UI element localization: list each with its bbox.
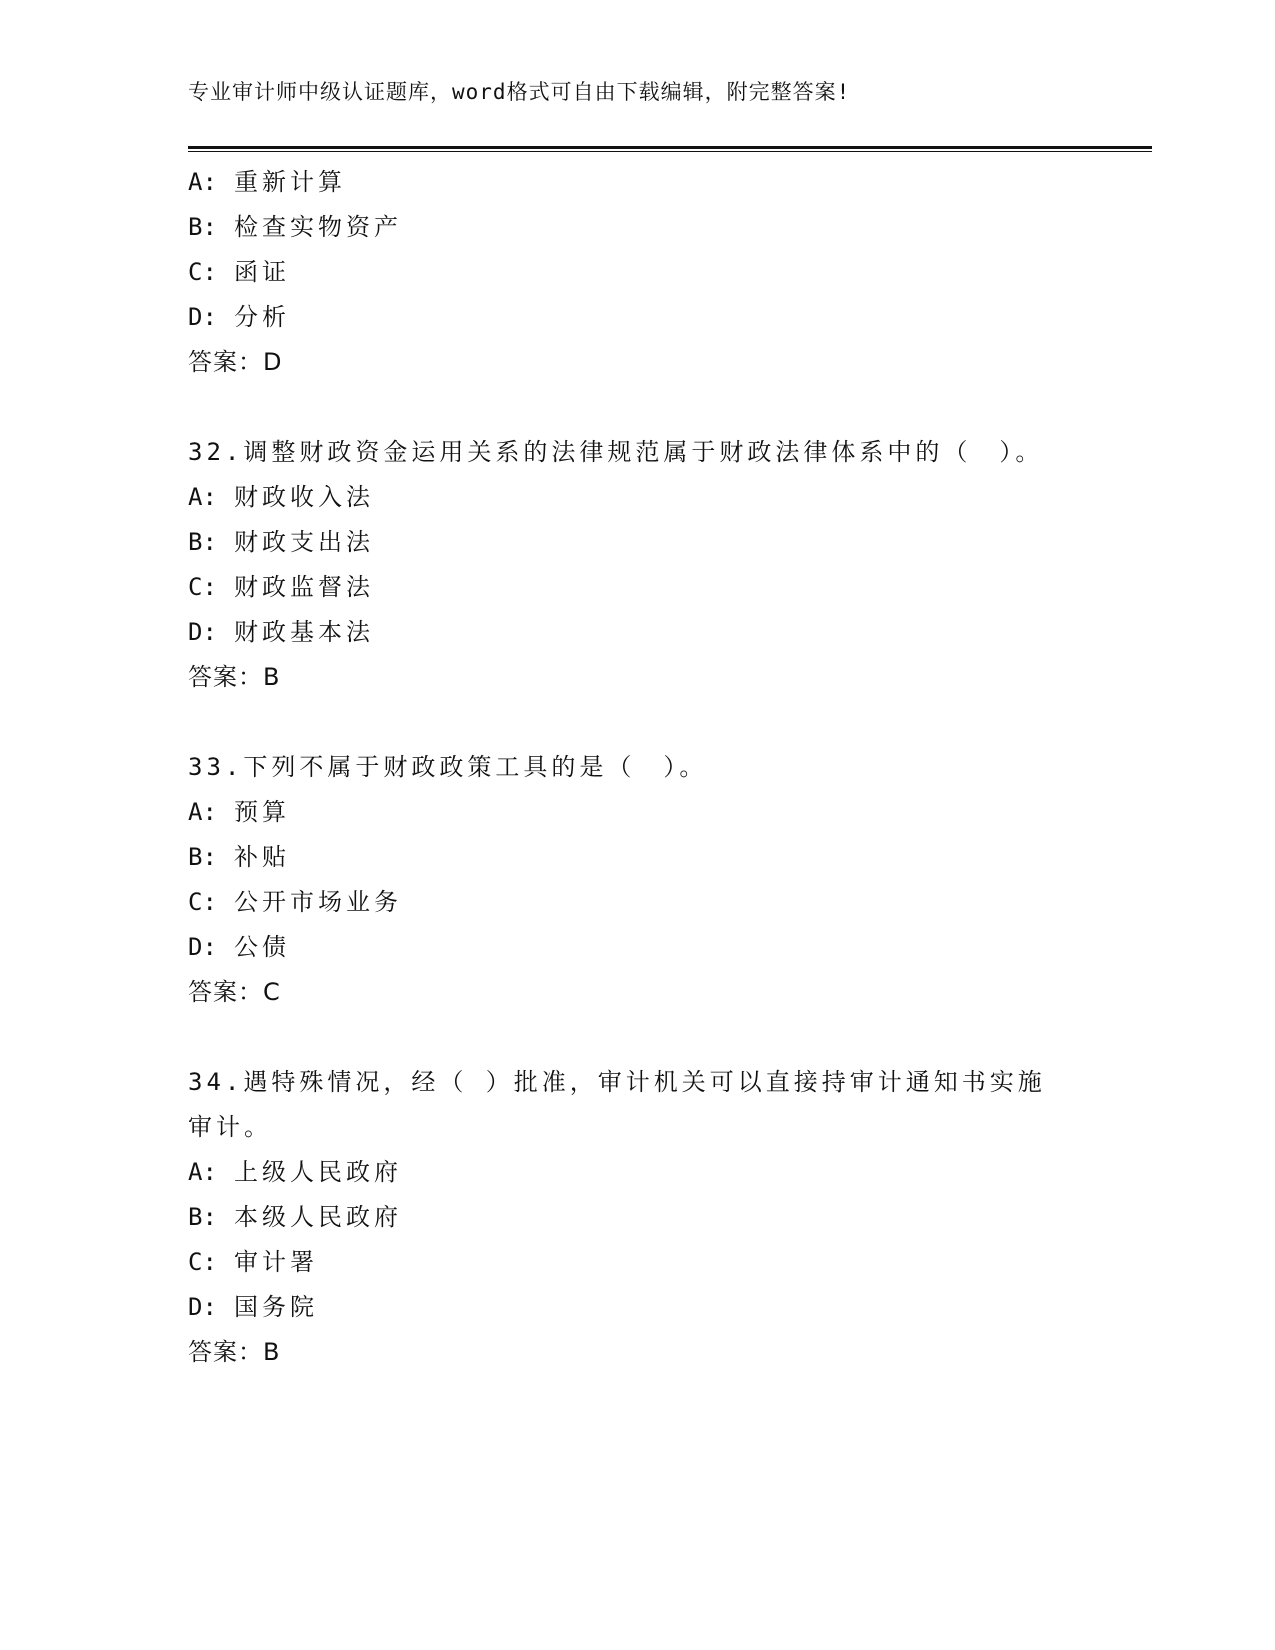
option-letter: B: [188, 528, 217, 556]
option-c [188, 565, 1068, 610]
option-text: 本级人民政府 [234, 1203, 402, 1231]
option-text: 财政收入法 [234, 483, 374, 511]
question-block-33 [188, 745, 1068, 1015]
option-letter: A: [188, 483, 217, 511]
option-text: 重新计算 [234, 168, 346, 196]
option-letter: C: [188, 258, 217, 286]
option-letter: A: [188, 1158, 217, 1186]
option-c [188, 1240, 1068, 1285]
option-c [188, 880, 1068, 925]
question-text-line-2: 审计。 [188, 1113, 272, 1141]
option-d [188, 1285, 1068, 1330]
answer-line: 答案：B [188, 663, 281, 691]
option-text: 审计署 [234, 1248, 318, 1276]
option-letter: A: [188, 798, 217, 826]
option-text: 预算 [234, 798, 290, 826]
question-block-31 [188, 160, 1068, 385]
option-b [188, 835, 1068, 880]
question-text: 32.调整财政资金运用关系的法律规范属于财政法律体系中的（ ）。 [188, 438, 1044, 466]
option-a [188, 160, 1068, 205]
option-text: 检查实物资产 [234, 213, 402, 241]
option-d [188, 610, 1068, 655]
option-letter: D: [188, 303, 217, 331]
option-letter: B: [188, 213, 217, 241]
header-rule-thin [188, 151, 1152, 152]
option-letter: C: [188, 573, 217, 601]
option-letter: D: [188, 933, 217, 961]
option-text: 上级人民政府 [234, 1158, 402, 1186]
option-text: 公债 [234, 933, 290, 961]
option-text: 分析 [234, 303, 290, 331]
spacer [188, 1015, 1068, 1060]
answer-line: 答案：B [188, 1338, 281, 1366]
option-text: 财政支出法 [234, 528, 374, 556]
option-d [188, 925, 1068, 970]
question-block-32 [188, 430, 1068, 700]
option-text: 补贴 [234, 843, 290, 871]
option-a [188, 475, 1068, 520]
option-text: 函证 [234, 258, 290, 286]
option-letter: D: [188, 1293, 217, 1321]
question-block-34 [188, 1060, 1068, 1375]
option-b [188, 205, 1068, 250]
header-note: 专业审计师中级认证题库，word格式可自由下载编辑，附完整答案! [188, 80, 851, 104]
answer-line: 答案：D [188, 348, 283, 376]
option-d [188, 295, 1068, 340]
option-b [188, 520, 1068, 565]
option-letter: D: [188, 618, 217, 646]
option-letter: A: [188, 168, 217, 196]
option-letter: C: [188, 1248, 217, 1276]
option-text: 公开市场业务 [234, 888, 402, 916]
option-a [188, 790, 1068, 835]
spacer [188, 385, 1068, 430]
option-a [188, 1150, 1068, 1195]
answer-line: 答案：C [188, 978, 281, 1006]
option-text: 财政监督法 [234, 573, 374, 601]
header-rule-thick [188, 146, 1152, 149]
question-text: 33.下列不属于财政政策工具的是（ ）。 [188, 753, 708, 781]
option-letter: B: [188, 843, 217, 871]
option-text: 财政基本法 [234, 618, 374, 646]
option-text: 国务院 [234, 1293, 318, 1321]
option-letter: C: [188, 888, 217, 916]
question-text-line-1: 34.遇特殊情况，经（ ）批准，审计机关可以直接持审计通知书实施 [188, 1068, 1046, 1096]
question-list [188, 160, 1068, 1375]
option-b [188, 1195, 1068, 1240]
spacer [188, 700, 1068, 745]
option-c [188, 250, 1068, 295]
option-letter: B: [188, 1203, 217, 1231]
